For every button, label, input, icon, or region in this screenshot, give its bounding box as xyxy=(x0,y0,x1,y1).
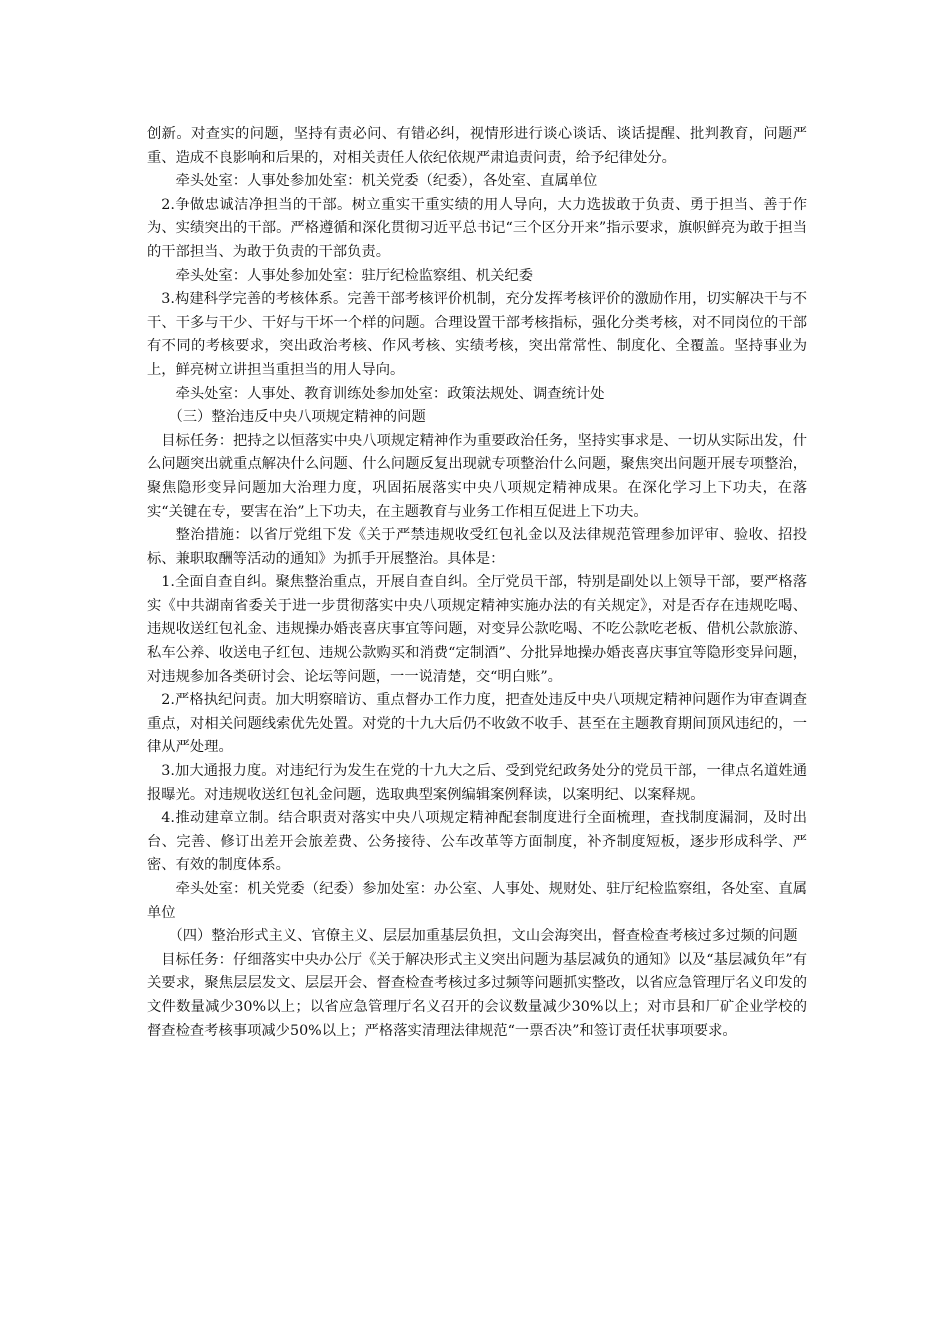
paragraph-item-3: 3.构建科学完善的考核体系。完善干部考核评价机制，充分发挥考核评价的激励作用，切实解决干与不干、干多与干少、干好与干坏一个样的问题。合理设置干部考核指标，强化分类考核，对不同岗位的干部有不同的考核要求，突出政治考核、作风考核、实绩考核，突出常常性、制度化、全覆盖。坚持事业为上，鲜亮树立讲担当重担当的用人导向。 xyxy=(147,291,807,378)
section-heading-3: （三）整治违反中央八项规定精神的问题 xyxy=(168,409,426,426)
paragraph-target-task: 目标任务：仔细落实中央办公厅《关于解决形式主义突出问题为基层减负的通知》以及“基层减负年”有关要求，聚焦层层发文、层层开会、督查检查考核过多过频等问题抓实整改，以省应急管理厅名义印发的文件数量减少30%以上；以省应急管理厅名义召开的会议数量减少30%以上；对市县和厂矿企业学校的督查检查考核事项减少50%以上；严格落实清理法律规范“一票否决”和签订责任状事项要求。 xyxy=(147,951,807,1039)
paragraph-lead-office: 牵头处室：人事处参加处室：驻厅纪检监察组、机关纪委 xyxy=(175,267,534,284)
paragraph-item-3: 3.加大通报力度。对违纪行为发生在党的十九大之后、受到党纪政务处分的党员干部，一律点名道姓通报曝光。对违规收送红包礼金问题，选取典型案例编辑案例释读，以案明纪、以案释规。 xyxy=(147,763,807,803)
paragraph-item-2: 2.争做忠诚洁净担当的干部。树立重实干重实绩的用人导向，大力选拔敢于负责、勇于担当、善于作为、实绩突出的干部。严格遵循和深化贯彻习近平总书记“三个区分开来”指示要求，旗帜鲜亮为敢于担当的干部担当、为敢于负责的干部负责。 xyxy=(147,196,807,260)
paragraph-item-1: 1.全面自查自纠。聚焦整治重点，开展自查自纠。全厅党员干部，特别是副处以上领导干部，要严格落实《中共湖南省委关于进一步贯彻落实中央八项规定精神实施办法的有关规定》，对是否存在违规吃喝、违规收送红包礼金、违规操办婚丧喜庆事宜等问题，对变异公款吃喝、不吃公款吃老板、借机公款旅游、私车公养、收送电子红包、违规公款购买和消费“定制酒”、分批异地操办婚丧喜庆事宜等隐形变异问题，对违规参加各类研讨会、论坛等问题，一一说清楚，交“明白账”。 xyxy=(147,574,807,685)
paragraph-continuation: 创新。对查实的问题，坚持有责必问、有错必纠，视情形进行谈心谈话、谈话提醒、批判教育，问题严重、造成不良影响和后果的，对相关责任人依纪依规严肃追责问责，给予纪律处分。 xyxy=(147,126,807,166)
paragraph-measures: 整治措施：以省厅党组下发《关于严禁违规收受红包礼金以及法律规范管理参加评审、验收、招投标、兼职取酬等活动的通知》为抓手开展整治。具体是： xyxy=(147,527,807,567)
paragraph-lead-office: 牵头处室：人事处、教育训练处参加处室：政策法规处、调查统计处 xyxy=(175,385,605,402)
paragraph-target-task: 目标任务：把持之以恒落实中央八项规定精神作为重要政治任务，坚持实事求是、一切从实际出发，什么问题突出就重点解决什么问题、什么问题反复出现就专项整治什么问题，聚焦突出问题开展专项整治，聚焦隐形变异问题加大治理力度，巩固拓展落实中央八项规定精神成果。在深化学习上下功夫，在落实“关键在专，要害在治”上下功夫，在主题教育与业务工作相互促进上下功夫。 xyxy=(147,432,807,520)
paragraph-item-4: 4.推动建章立制。结合职责对落实中央八项规定精神配套制度进行全面梳理，查找制度漏洞，及时出台、完善、修订出差开会旅差费、公务接待、公车改革等方面制度，补齐制度短板，逐步形成科学、严密、有效的制度体系。 xyxy=(147,810,807,874)
paragraph-item-2: 2.严格执纪问责。加大明察暗访、重点督办工作力度，把查处违反中央八项规定精神问题作为审查调查重点，对相关问题线索优先处置。对党的十九大后仍不收敛不收手、甚至在主题教育期间顶风违纪的，一律从严处理。 xyxy=(147,692,807,756)
section-heading-4: （四）整治形式主义、官僚主义、层层加重基层负担，文山会海突出，督查检查考核过多过频的问题 xyxy=(168,928,798,945)
document-body xyxy=(147,123,807,1043)
paragraph-lead-office: 牵头处室：人事处参加处室：机关党委（纪委），各处室、直属单位 xyxy=(175,173,598,190)
paragraph-lead-office: 牵头处室：机关党委（纪委）参加处室：办公室、人事处、规财处、驻厅纪检监察组，各处室、直属单位 xyxy=(147,881,807,921)
